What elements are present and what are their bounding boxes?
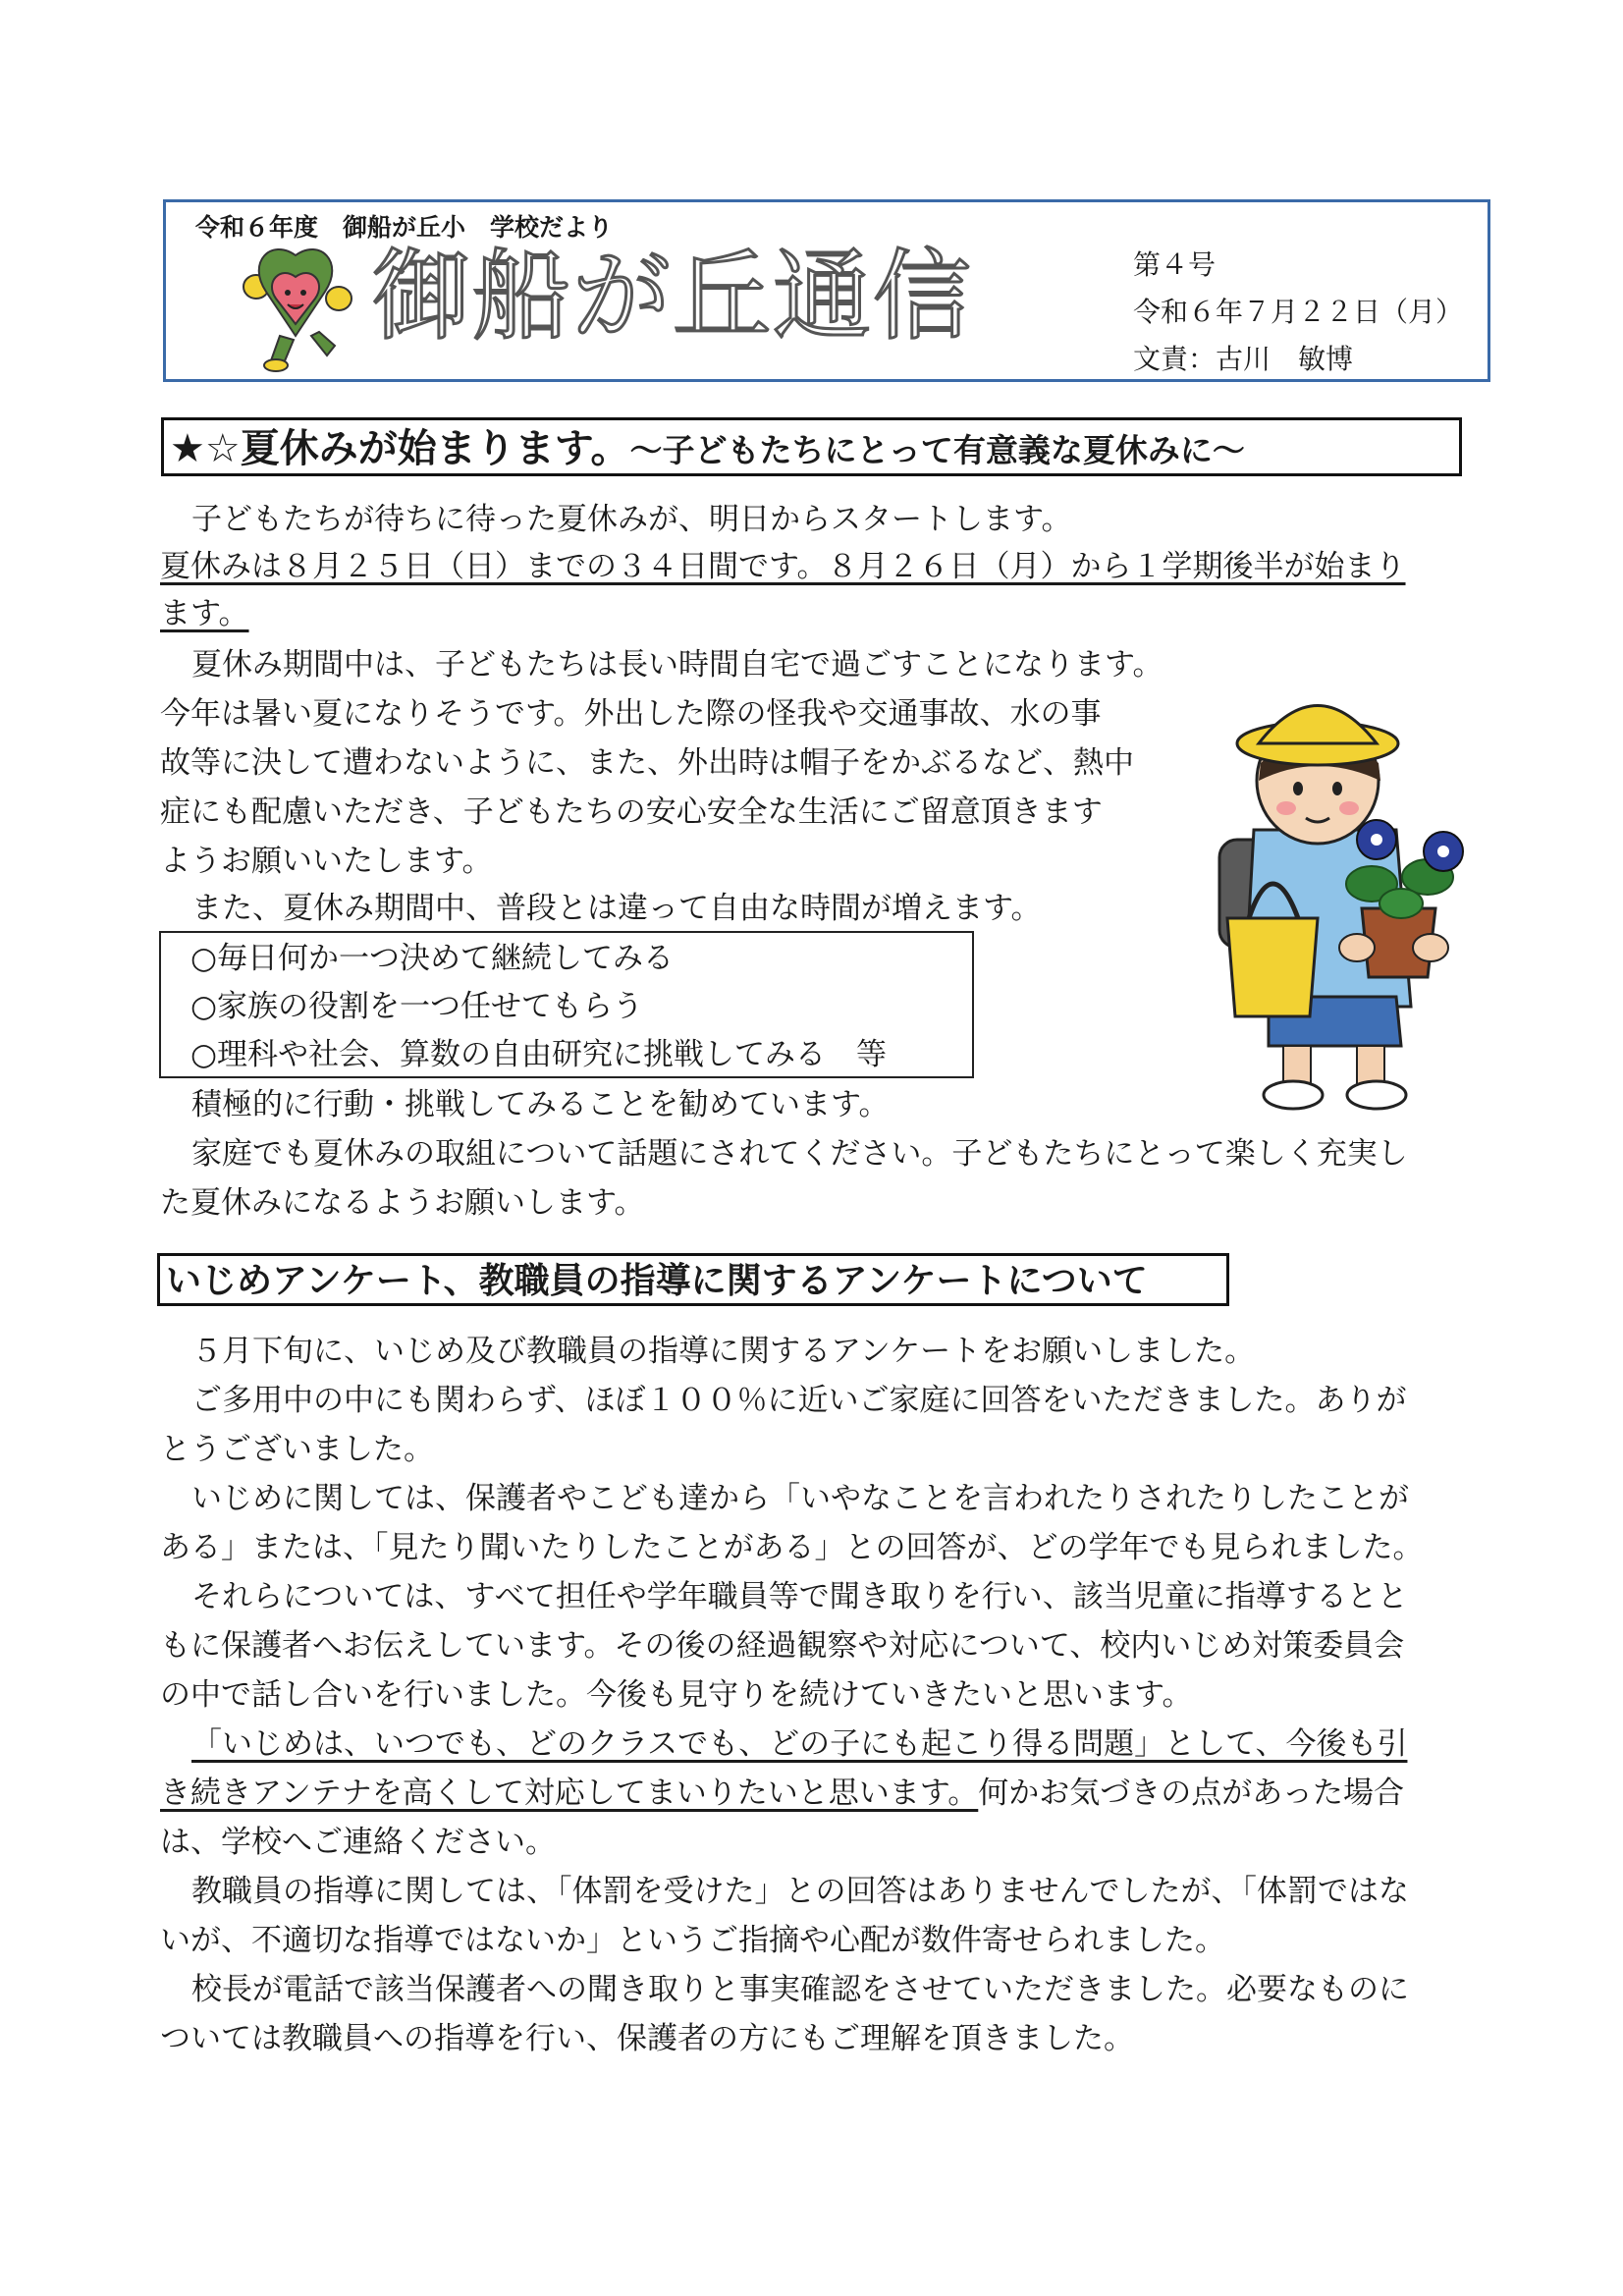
body-line: ５月下旬に、いじめ及び教職員の指導に関するアンケートをお願いしました。: [191, 1334, 1256, 1369]
list-item: ○理科や社会、算数の自由研究に挑戦してみる 等: [190, 1037, 888, 1072]
list-item: ○毎日何か一つ決めて継続してみる: [190, 941, 675, 976]
mascot-icon: [237, 238, 354, 375]
underlined-phrase: き続きアンテナを高くして対応してまいりたいと思います。: [160, 1776, 979, 1811]
section-heading-survey: いじめアンケート、教職員の指導に関するアンケートについて: [157, 1253, 1229, 1306]
section-heading-summer-break: [161, 417, 1462, 476]
body-line: いじめに関しては、保護者やこども達から「いやなことを言われたりされたりしたことが: [191, 1481, 1409, 1516]
body-line: それらについては、すべて担任や学年職員等で聞き取りを行い、該当児童に指導するとと: [191, 1579, 1408, 1614]
body-line: 積極的に行動・挑戦してみることを勧めています。: [191, 1087, 890, 1122]
body-line: もに保護者へお伝えしています。その後の経過観察や対応について、校内いじめ対策委員会: [160, 1628, 1405, 1664]
body-line: ようお願いいたします。: [160, 844, 493, 879]
body-line: 夏休み期間中は、子どもたちは長い時間自宅で過ごすことになります。: [191, 647, 1163, 683]
body-line: また、夏休み期間中、普段とは違って自由な時間が増えます。: [191, 891, 1042, 926]
issue-info: [1133, 242, 1463, 383]
heading-sub-text: ～子どもたちにとって有意義な夏休みに～: [629, 431, 1245, 469]
plain-phrase: 何かお気づきの点があった場合: [978, 1776, 1404, 1811]
issue-date: 令和６年７月２２日（月）: [1133, 296, 1464, 328]
body-line: の中で話し合いを行いました。今後も見守りを続けていきたいと思います。: [160, 1677, 1193, 1713]
masthead: [163, 199, 1490, 382]
list-item: ○家族の役割を一つ任せてもらう: [190, 989, 644, 1024]
issue-number: 第４号: [1133, 248, 1217, 281]
body-line: 故等に決して遭わないように、また、外出時は帽子をかぶるなど、熱中: [160, 745, 1134, 781]
editor-credit: 文責：古川 敏博: [1133, 343, 1354, 375]
body-line: た夏休みになるようお願いします。: [160, 1185, 645, 1221]
suggestion-list: [159, 931, 974, 1078]
body-line-underlined: 夏休みは８月２５日（日）までの３４日間です。８月２６日（月）から１学期後半が始まり: [160, 549, 1406, 584]
body-line: [160, 1775, 1404, 1812]
body-line: 症にも配慮いただき、子どもたちの安心安全な生活にご留意頂きます: [160, 794, 1103, 830]
body-line: は、学校へご連絡ください。: [160, 1825, 556, 1860]
body-line: ご多用中の中にも関わらず、ほぼ１００％に近いご家庭に回答をいただきました。ありが: [191, 1383, 1407, 1418]
body-line: 教職員の指導に関しては、「体罰を受けた」との回答はありませんでしたが、「体罰ではな: [191, 1874, 1409, 1909]
body-line: とうございました。: [160, 1432, 434, 1467]
school-line: 令和６年度 御船が丘小 学校だより: [195, 213, 614, 242]
body-line: 今年は暑い夏になりそうです。外出した際の怪我や交通事故、水の事: [160, 696, 1102, 732]
body-line-underlined: 「いじめは、いつでも、どのクラスでも、どの子にも起こり得る問題」として、今後も引: [191, 1726, 1408, 1762]
body-line: 子どもたちが待ちに待った夏休みが、明日からスタートします。: [191, 502, 1072, 537]
body-line-underlined: ます。: [160, 596, 249, 631]
body-line: ついては教職員への指導を行い、保護者の方にもご理解を頂きました。: [160, 2021, 1134, 2056]
body-line: ある」または、「見たり聞いたりしたことがある」との回答が、どの学年でも見られました。: [160, 1530, 1424, 1565]
heading-main-text: ★☆夏休みが始まります。: [170, 426, 630, 471]
newsletter-title: 御船が丘通信: [372, 239, 973, 354]
body-line: 家庭でも夏休みの取組について話題にされてください。子どもたちにとって楽しく充実し: [191, 1136, 1408, 1172]
boy-with-plant-illustration: [1200, 683, 1485, 1115]
body-line: いが、不適切な指導ではないか」というご指摘や心配が数件寄せられました。: [160, 1923, 1225, 1958]
body-line: 校長が電話で該当保護者への聞き取りと事実確認をさせていただきました。必要なものに: [191, 1972, 1409, 2007]
